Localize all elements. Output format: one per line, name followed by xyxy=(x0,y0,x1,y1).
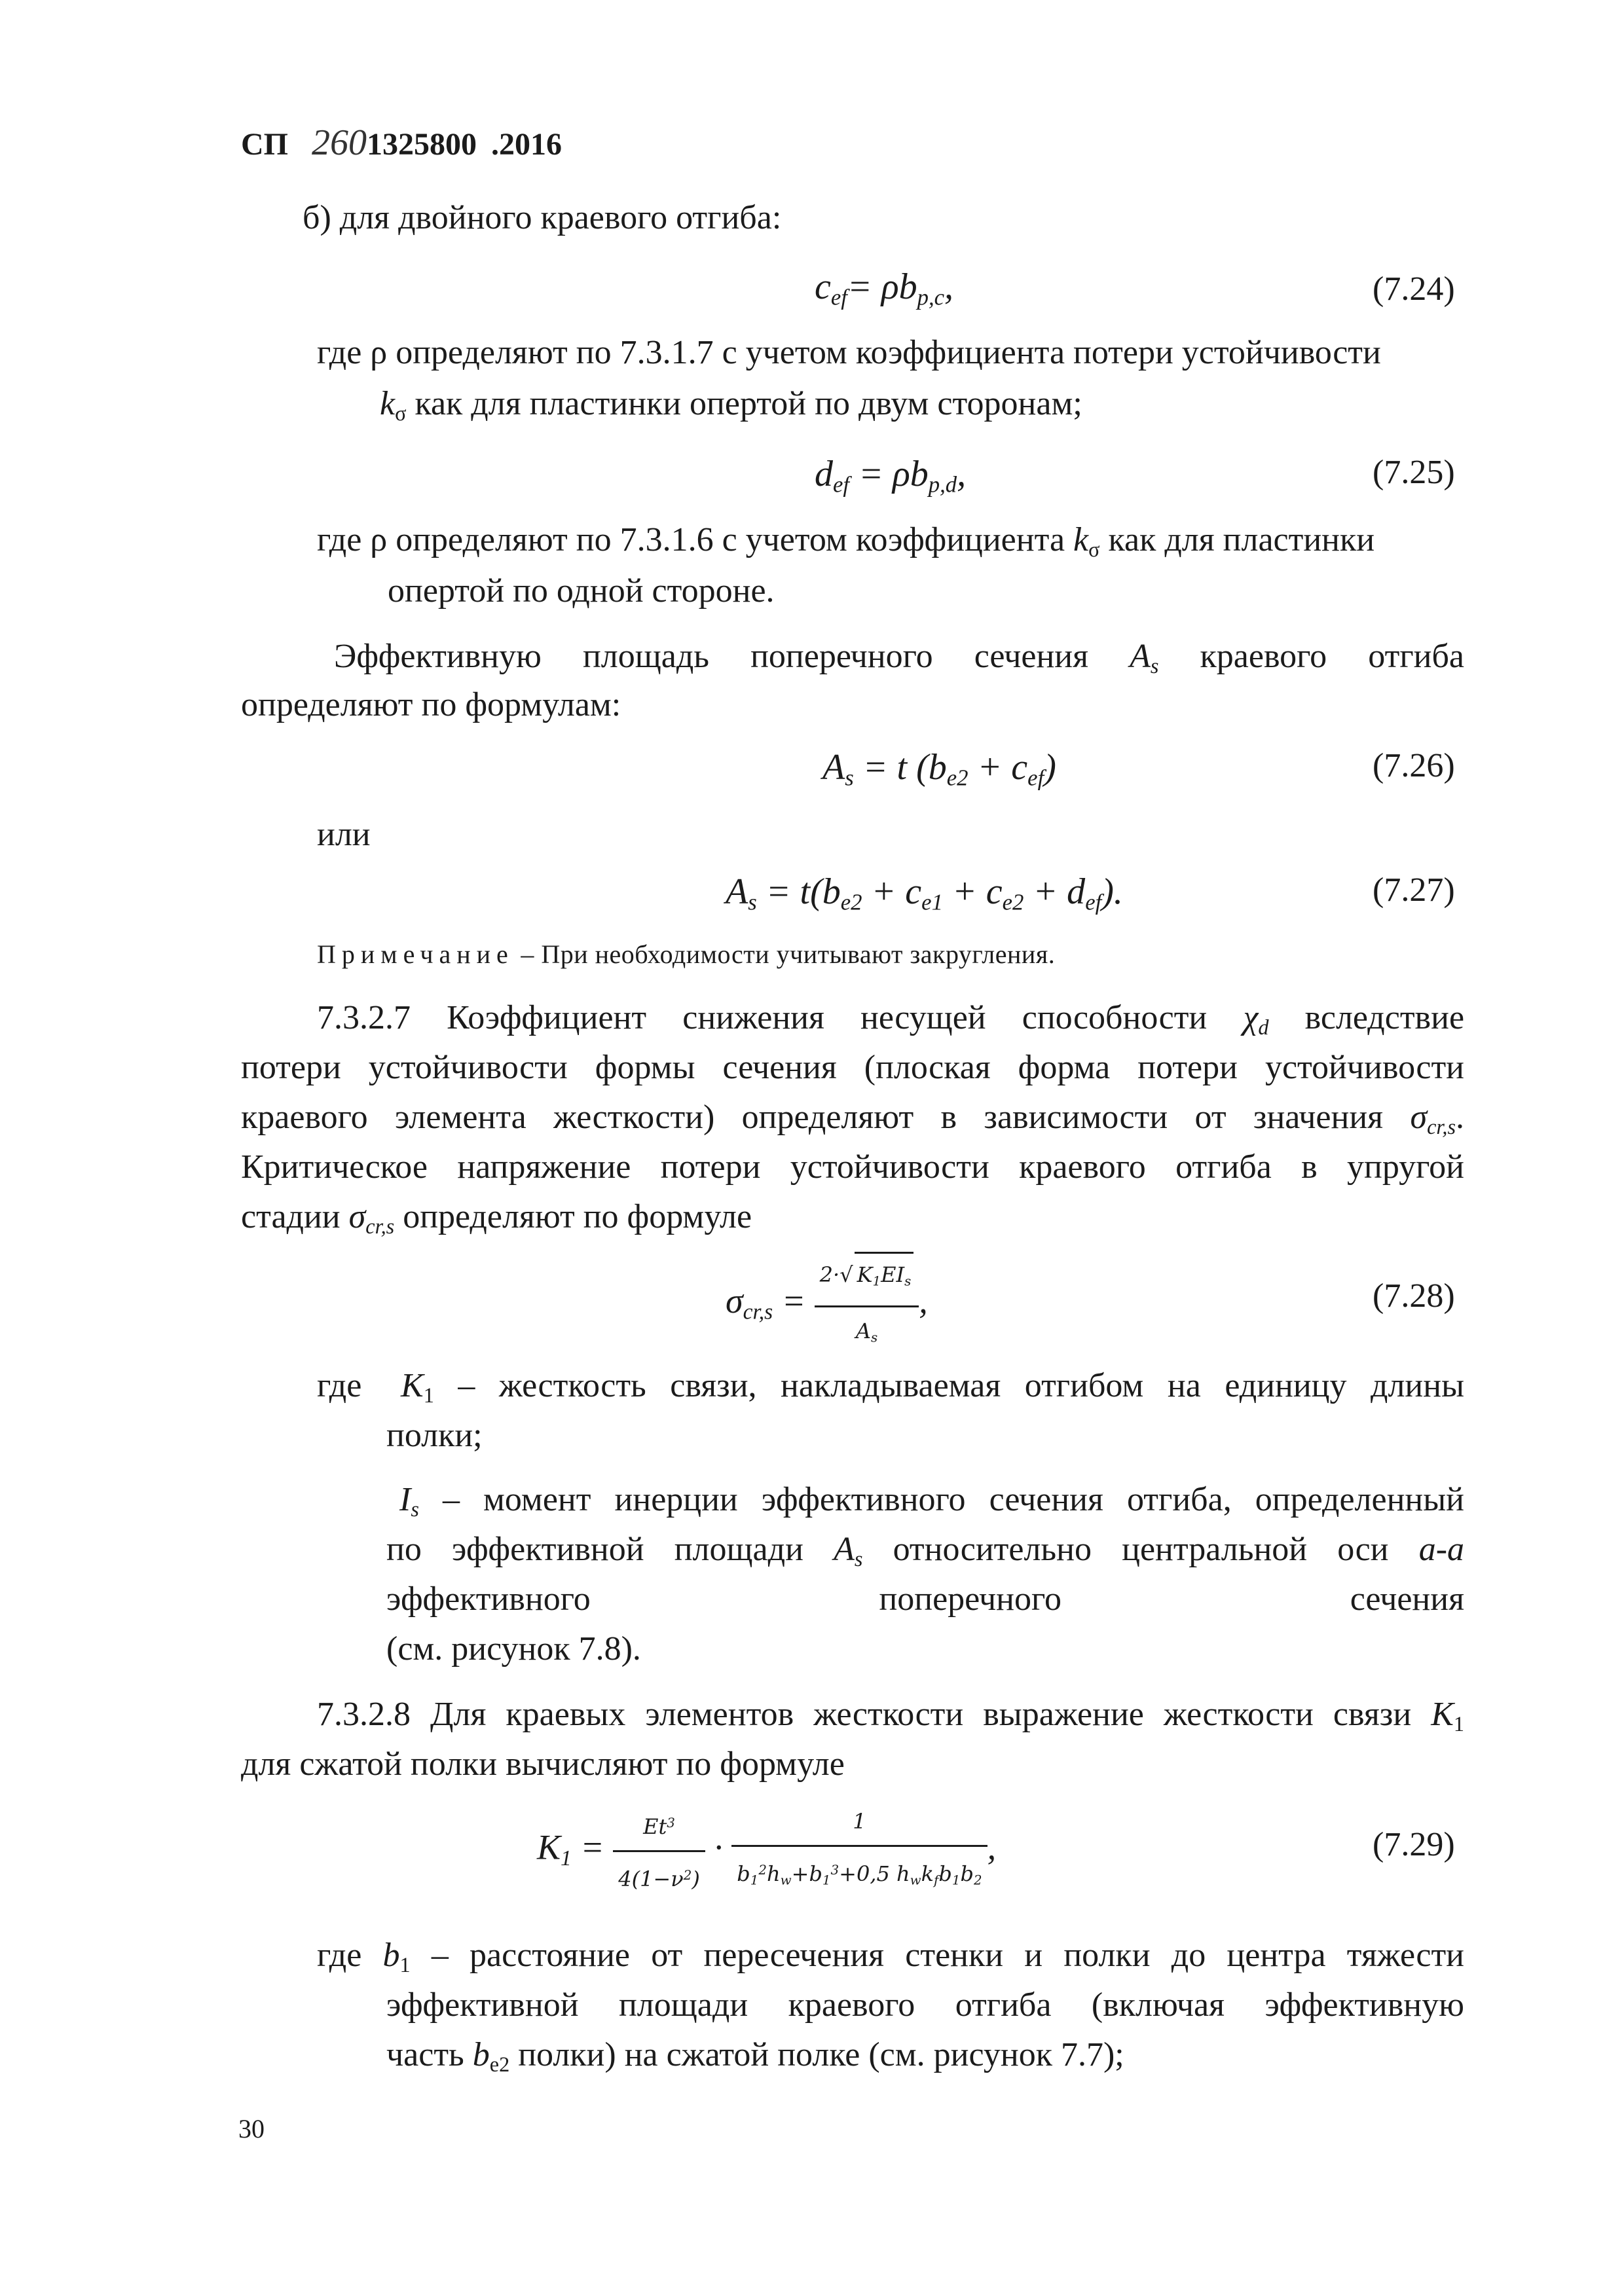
is-line3: эффективного поперечного сечения xyxy=(386,1580,1464,1618)
eff-area-line1: Эффективную площадь поперечного сечения $A_s$ краевого отгиба xyxy=(334,638,1465,678)
p7327-line2: потери устойчивости формы сечения (плоская форма потери устойчивости xyxy=(241,1049,1464,1086)
where-rho-2-line1: где ρ определяют по 7.3.1.6 с учетом коэффициента $k_\sigma$ как для пластинки xyxy=(317,521,1375,562)
eq-number-7-25: (7.25) xyxy=(1373,454,1455,491)
header-prefix: СП xyxy=(241,127,288,162)
formula-7-28: $\sigma_{cr,s}$ = $\frac{2\cdot√ K_1EI_s}{A_s}$ , xyxy=(726,1252,928,1357)
is-line4: (см. рисунок 7.8). xyxy=(386,1630,641,1667)
where-rho-1-line2: $k_\sigma$ как для пластинки опертой по двум сторонам; xyxy=(380,385,1082,426)
note-text: – При необходимости учитывают закругления. xyxy=(513,939,1056,969)
note-label: Примечание xyxy=(317,939,514,969)
handwritten-number: 260 xyxy=(312,122,367,163)
formula-7-25: $d_{ef} = \rho b_{p,d}$, xyxy=(815,454,967,498)
page-number: 30 xyxy=(238,2114,265,2143)
where-rho-2-line1-pre: где ρ определяют по 7.3.1.6 с учетом коэффициента xyxy=(317,521,1065,558)
where-rho-1-line1: где ρ определяют по 7.3.1.7 с учетом коэффициента потери устойчивости xyxy=(317,334,1381,371)
formula-7-27: $A_s = t(b_{e2} + c_{e1} + c_{e2} + d_{ef})$. xyxy=(726,871,1123,915)
b1-line3: часть $b_{e2}$ полки) на сжатой полке (см. рисунок 7.7); xyxy=(386,2036,1124,2077)
b1-line2: эффективной площади краевого отгиба (включая эффективную xyxy=(386,1986,1464,2024)
is-line2: по эффективной площади $A_s$ относительно центральной оси a-a xyxy=(386,1531,1465,1571)
p7328-line2: для сжатой полки вычисляют по формуле xyxy=(241,1745,845,1783)
p7327-line4: Критическое напряжение потери устойчивости краевого отгиба в упругой xyxy=(241,1148,1464,1186)
where-k1-line2: полки; xyxy=(386,1417,483,1454)
p7327-line3: краевого элемента жесткости) определяют в зависимости от значения $\sigma_{cr,s}$. xyxy=(241,1099,1464,1139)
eq-number-7-24: (7.24) xyxy=(1373,270,1455,308)
formula-7-29: $K_1$ = $\frac{Et^3}{4(1-\nu^2)}$ · $\frac{1}{b_1^2h_w+b_1^3+0,5 h_wk_fb_1b_2}$ , xyxy=(537,1802,996,1900)
note xyxy=(317,939,1055,970)
where-rho-1-line2-text: как для пластинки опертой по двум сторонам; xyxy=(415,385,1082,422)
or-label: или xyxy=(317,816,371,853)
where-rho-2-line1-post: как для пластинки xyxy=(1108,521,1375,558)
p7328-line1: 7.3.2.8 Для краевых элементов жесткости выражение жесткости связи $K_1$ xyxy=(317,1696,1465,1736)
b1-line1: где $b_1$ – расстояние от пересечения стенки и полки до центра тяжести xyxy=(317,1937,1465,1977)
eq-number-7-27: (7.27) xyxy=(1373,871,1455,909)
header-year: 2016 xyxy=(499,127,562,162)
p7327-line1: 7.3.2.7 Коэффициент снижения несущей способности $\chi_d$ вследствие xyxy=(317,999,1465,1040)
is-line1: $I_s$ – момент инерции эффективного сечения отгиба, определенный xyxy=(399,1481,1465,1522)
eff-area-line2: определяют по формулам: xyxy=(241,686,621,723)
where-k1-label: где xyxy=(317,1367,362,1404)
item-b-label: б) для двойного краевого отгиба: xyxy=(303,199,782,236)
where-rho-2-line2: опертой по одной стороне. xyxy=(388,572,775,610)
header-year-sep: . xyxy=(491,127,499,162)
formula-7-24: $c_{ef}= \rho b_{p,c}$, xyxy=(815,266,954,310)
p7327-line5: стадии $\sigma_{cr,s}$ определяют по формуле xyxy=(241,1198,752,1239)
header-code: 1325800 xyxy=(367,127,477,162)
eq-number-7-28: (7.28) xyxy=(1373,1277,1455,1315)
eq-number-7-29: (7.29) xyxy=(1373,1826,1455,1863)
eq-number-7-26: (7.26) xyxy=(1373,747,1455,784)
where-k1-line1: $K_1$ – жесткость связи, накладываемая отгибом на единицу длины xyxy=(401,1367,1465,1408)
formula-7-26: $A_s = t$ $(b_{e2} + c_{ef})$ xyxy=(822,747,1056,791)
document-header xyxy=(241,122,562,164)
